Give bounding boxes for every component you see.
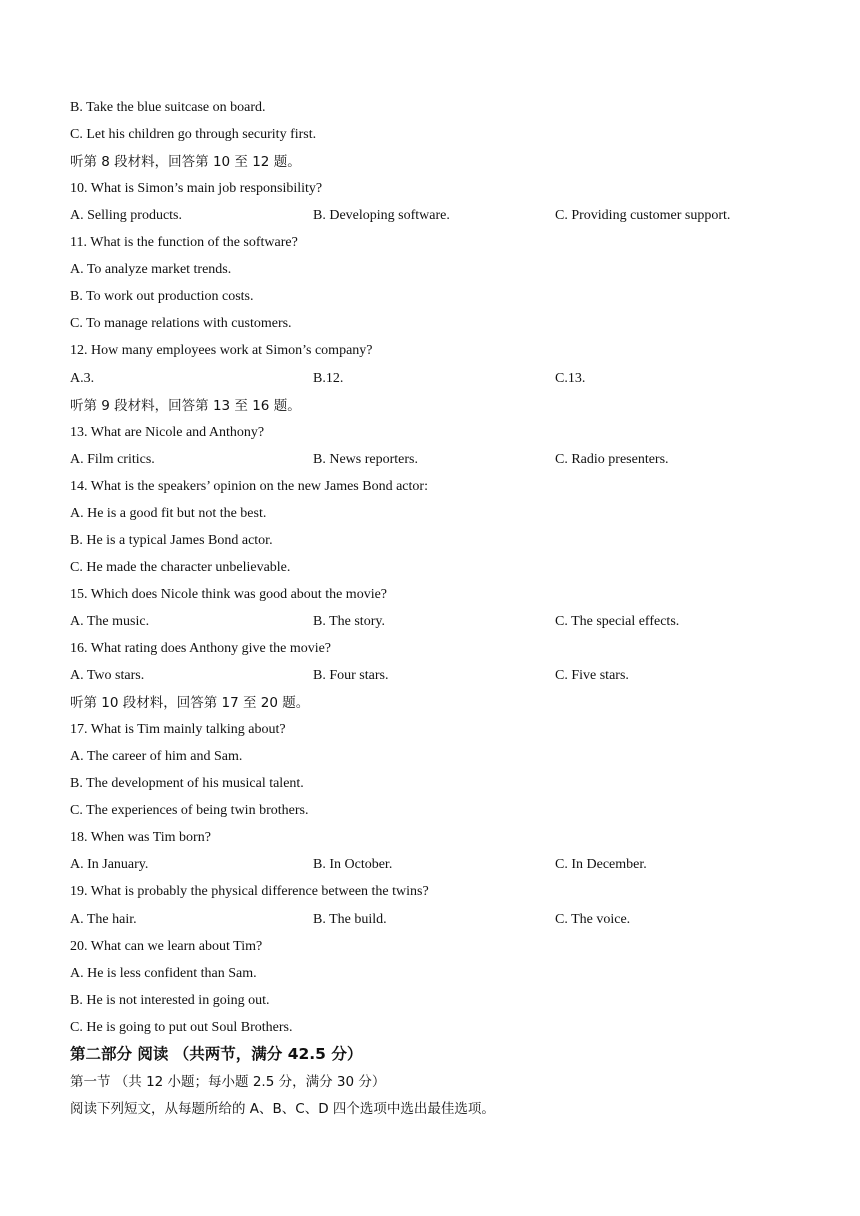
answer-option: C. The voice. <box>555 912 631 927</box>
answer-option: B. He is a typical James Bond actor. <box>70 533 273 548</box>
answer-option: A. The hair. <box>70 912 137 927</box>
question-text: 15. Which does Nicole think was good about the movie? <box>70 587 388 602</box>
question-text: 20. What can we learn about Tim? <box>70 939 263 954</box>
answer-option: A.3. <box>70 371 95 386</box>
answer-option: C. Providing customer support. <box>555 208 731 223</box>
question-text: 14. What is the speakers’ opinion on the new James Bond actor: <box>70 479 428 494</box>
answer-option: C. To manage relations with customers. <box>70 316 292 331</box>
answer-option: C. Let his children go through security first. <box>70 127 317 142</box>
question-text: 16. What rating does Anthony give the movie? <box>70 641 332 656</box>
question-text: 10. What is Simon’s main job responsibility? <box>70 181 323 196</box>
section-heading: 第二部分 阅读 （共两节，满分 42.5 分） <box>70 1045 363 1063</box>
listening-instruction: 听第 10 段材料，回答第 17 至 20 题。 <box>70 695 310 711</box>
answer-option: C. Five stars. <box>555 668 629 683</box>
answer-option: B. The build. <box>313 912 387 927</box>
question-text: 19. What is probably the physical difference between the twins? <box>70 884 429 899</box>
question-text: 18. When was Tim born? <box>70 830 211 845</box>
answer-option: B. Four stars. <box>313 668 389 683</box>
answer-option: A. To analyze market trends. <box>70 262 232 277</box>
answer-option: A. He is less confident than Sam. <box>70 966 257 981</box>
answer-option: A. Two stars. <box>70 668 145 683</box>
answer-option: B.12. <box>313 371 344 386</box>
answer-option: A. He is a good fit but not the best. <box>70 506 267 521</box>
answer-option: C. The experiences of being twin brothers. <box>70 803 309 818</box>
answer-option: B. Take the blue suitcase on board. <box>70 100 266 115</box>
answer-option: C. He is going to put out Soul Brothers. <box>70 1020 293 1035</box>
answer-option: A. The career of him and Sam. <box>70 749 243 764</box>
answer-option: A. Selling products. <box>70 208 182 223</box>
answer-option: A. The music. <box>70 614 150 629</box>
answer-option: A. In January. <box>70 857 149 872</box>
question-text: 17. What is Tim mainly talking about? <box>70 722 286 737</box>
answer-option: B. To work out production costs. <box>70 289 254 304</box>
answer-option: C. In December. <box>555 857 647 872</box>
answer-option: C. The special effects. <box>555 614 680 629</box>
answer-option: B. News reporters. <box>313 452 418 467</box>
instructions: 阅读下列短文，从每题所给的 A、B、C、D 四个选项中选出最佳选项。 <box>70 1101 495 1117</box>
answer-option: B. The story. <box>313 614 385 629</box>
answer-option: B. Developing software. <box>313 208 450 223</box>
answer-option: C.13. <box>555 371 586 386</box>
subsection-title: 第一节 （共 12 小题；每小题 2.5 分，满分 30 分） <box>70 1074 386 1090</box>
question-text: 13. What are Nicole and Anthony? <box>70 425 265 440</box>
question-text: 11. What is the function of the software? <box>70 235 298 250</box>
answer-option: C. Radio presenters. <box>555 452 669 467</box>
answer-option: B. In October. <box>313 857 393 872</box>
question-text: 12. How many employees work at Simon’s company? <box>70 343 373 358</box>
listening-instruction: 听第 8 段材料，回答第 10 至 12 题。 <box>70 154 301 170</box>
answer-option: C. He made the character unbelievable. <box>70 560 291 575</box>
answer-option: B. The development of his musical talent. <box>70 776 304 791</box>
answer-option: A. Film critics. <box>70 452 155 467</box>
listening-instruction: 听第 9 段材料，回答第 13 至 16 题。 <box>70 398 301 414</box>
answer-option: B. He is not interested in going out. <box>70 993 270 1008</box>
